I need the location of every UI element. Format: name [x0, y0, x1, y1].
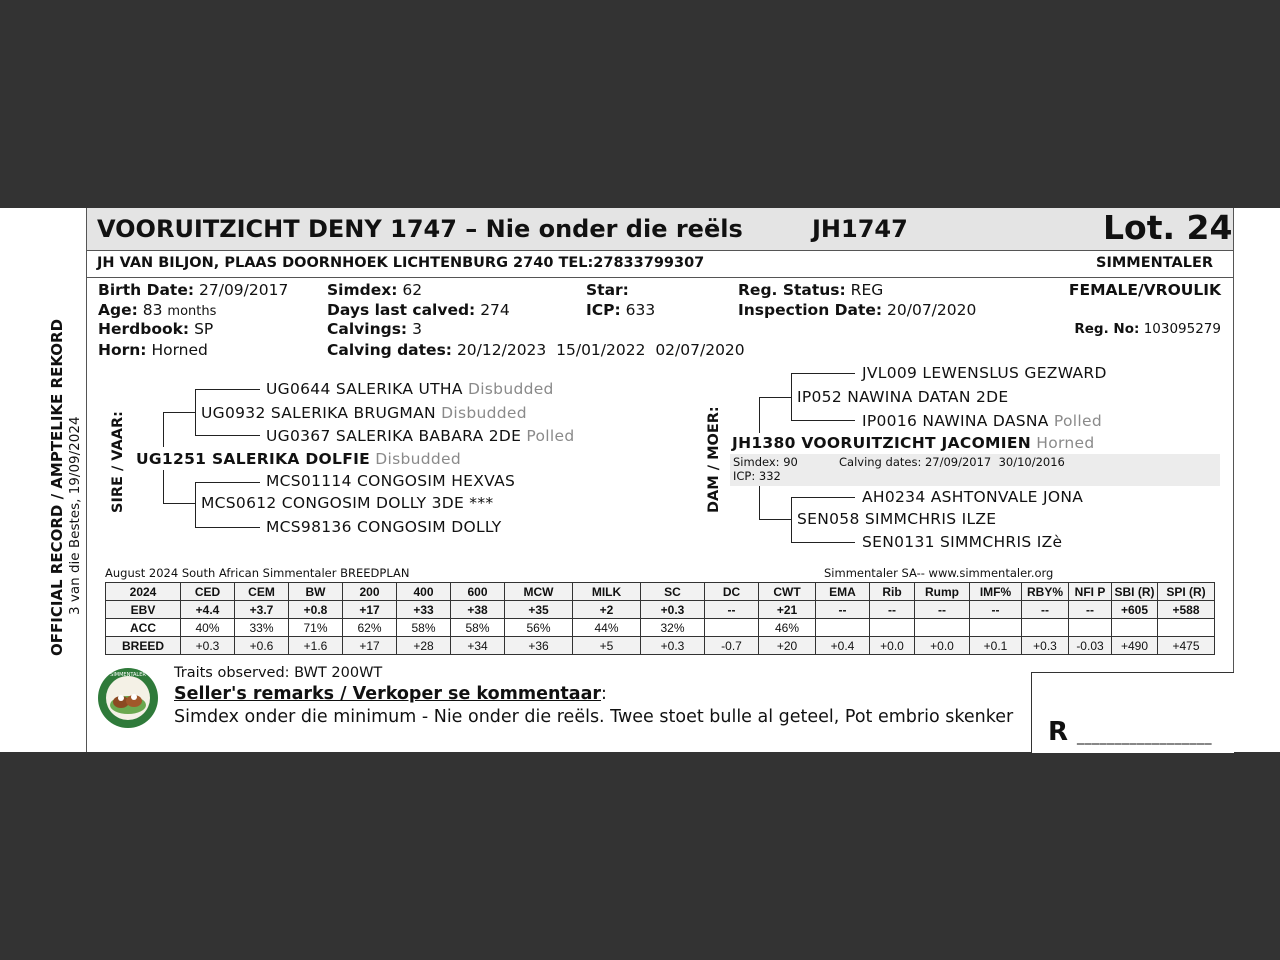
ped-line: [759, 519, 791, 520]
breedplan-head-cell: Rump: [915, 583, 970, 601]
sire-sire-status: Disbudded: [441, 404, 527, 422]
ped-line: [791, 373, 855, 374]
breedplan-breed-cell: +20: [759, 637, 816, 655]
price-currency: R: [1048, 717, 1069, 747]
breedplan-ebv-cell: +21: [759, 601, 816, 619]
breedplan-breed-cell: +0.3: [181, 637, 235, 655]
breedplan-acc-cell: [915, 619, 970, 637]
official-record-label: OFFICIAL RECORD / AMPTELIKE REKORD: [48, 318, 66, 656]
breedplan-head-cell: 2024: [106, 583, 181, 601]
breedplan-acc-cell: 58%: [451, 619, 505, 637]
horn-label: Horn:: [98, 341, 147, 359]
owner-details: JH VAN BILJON, PLAAS DOORNHOEK LICHTENBURG 2740 TEL:27833799307: [97, 255, 705, 271]
breedplan-acc-cell: 58%: [397, 619, 451, 637]
sire-name: UG1251 SALERIKA DOLFIE: [136, 450, 371, 468]
age-row: [98, 301, 216, 319]
animal-title: VOORUITZICHT DENY 1747 – Nie onder die reëls: [97, 215, 743, 243]
dam-dam-dam: [862, 533, 1062, 551]
owner-bar: [87, 251, 1234, 278]
calvings-label: Calvings:: [327, 320, 408, 338]
breedplan-breed-cell: -0.03: [1069, 637, 1112, 655]
breedplan-breed-cell: +1.6: [289, 637, 343, 655]
breedplan-ebv-cell: +35: [505, 601, 573, 619]
frame-left: [86, 208, 87, 752]
simdex-row: [327, 281, 422, 299]
breedplan-header-row: [106, 583, 1215, 601]
herdbook-value: SP: [194, 320, 214, 338]
breedplan-breed-cell: +490: [1112, 637, 1158, 655]
breedplan-head-cell: SC: [641, 583, 705, 601]
breedplan-head-cell: 400: [397, 583, 451, 601]
breedplan-breed-cell: +34: [451, 637, 505, 655]
breedplan-ebv-cell: +17: [343, 601, 397, 619]
breedplan-acc-cell: 62%: [343, 619, 397, 637]
birth-label: Birth Date:: [98, 281, 195, 299]
breedplan-ebv-cell: --: [870, 601, 915, 619]
breedplan-breed-cell: +0.3: [1022, 637, 1069, 655]
days-last-calved-row: [327, 301, 510, 319]
sire-sire-sire-name: UG0644 SALERIKA UTHA: [266, 380, 463, 398]
birth-value: 27/09/2017: [199, 281, 289, 299]
sire-sire-sire-status: Disbudded: [467, 380, 554, 398]
dam-dam-dam-name: SEN0131 SIMMCHRIS IZè: [862, 533, 1063, 551]
breedplan-breed-cell: +17: [343, 637, 397, 655]
breedplan-ebv-cell: --: [915, 601, 970, 619]
age-label: Age:: [98, 301, 138, 319]
breedplan-head-cell: SPI (R): [1158, 583, 1215, 601]
simdex-label: Simdex:: [327, 281, 398, 299]
dam-icp: ICP: 332: [733, 469, 781, 483]
breedplan-breed-row: [106, 637, 1215, 655]
breedplan-head-cell: CWT: [759, 583, 816, 601]
breedplan-breed-cell: +5: [573, 637, 641, 655]
dam-label: DAM / MOER:: [706, 406, 722, 513]
ped-line: [163, 503, 195, 504]
sire-sire-dam-name: UG0367 SALERIKA BABARA 2DE: [266, 427, 522, 445]
breedplan-head-cell: IMF%: [970, 583, 1022, 601]
inspection-value: 20/07/2020: [887, 301, 977, 319]
breedplan-head-cell: 200: [343, 583, 397, 601]
lot-number: Lot. 24: [1103, 208, 1233, 247]
ped-line: [163, 470, 164, 504]
ped-line: [791, 542, 855, 543]
dam-sire-sire: [862, 364, 1107, 382]
simdex-value: 62: [402, 281, 423, 299]
dam-dam-sire: [862, 488, 1083, 506]
reg-no-value: 103095279: [1143, 321, 1221, 337]
breedplan-ebv-cell: --: [816, 601, 870, 619]
breedplan-breed-cell: +36: [505, 637, 573, 655]
ped-line: [195, 389, 196, 435]
horn-row: [98, 341, 208, 359]
breedplan-acc-cell: 46%: [759, 619, 816, 637]
sex-label: FEMALE/VROULIK: [1068, 281, 1221, 299]
breedplan-head-cell: CEM: [235, 583, 289, 601]
ped-line: [163, 412, 164, 447]
sire-dam: [201, 494, 493, 512]
breedplan-ebv-cell: --: [970, 601, 1022, 619]
signed-label: 3 van die Bestes, 19/09/2024: [67, 416, 83, 615]
header-bar: [87, 208, 1234, 251]
breedplan-head-cell: MILK: [573, 583, 641, 601]
ped-line: [195, 482, 260, 483]
dam-sire-sire-name: JVL009 LEWENSLUS GEZWARD: [862, 364, 1107, 382]
icp-label: ICP:: [586, 301, 621, 319]
simmentaler-logo: [97, 667, 159, 729]
breedplan-caption: August 2024 South African Simmentaler BREEDPLAN: [105, 566, 410, 580]
breedplan-head-cell: EMA: [816, 583, 870, 601]
traits-observed: Traits observed: BWT 200WT: [174, 665, 383, 681]
breedplan-breed-cell: +28: [397, 637, 451, 655]
breedplan-head-cell: BW: [289, 583, 343, 601]
breedplan-head-cell: NFI P: [1069, 583, 1112, 601]
breedplan-breed-cell: -0.7: [705, 637, 759, 655]
breedplan-ebv-cell: EBV: [106, 601, 181, 619]
ped-line: [791, 497, 792, 542]
breedplan-head-cell: DC: [705, 583, 759, 601]
logo-text: SIMMENTALER: [110, 672, 146, 678]
ped-line: [791, 373, 792, 421]
dam-sire-dam-status: Polled: [1053, 412, 1102, 430]
sire-sire-dam-status: Polled: [526, 427, 575, 445]
breedplan-acc-cell: [970, 619, 1022, 637]
calving-dates-value: 20/12/2023 15/01/2022 02/07/2020: [456, 341, 745, 359]
ped-line: [195, 435, 260, 436]
dam-sire-dam: [862, 412, 1102, 430]
sire-dam-dam: [266, 518, 502, 536]
herdbook-label: Herdbook:: [98, 320, 190, 338]
birth-date-row: [98, 281, 288, 299]
remarks-heading: Seller's remarks / Verkoper se kommentaar: [174, 684, 602, 704]
ped-line: [759, 397, 791, 398]
price-line[interactable]: __________________: [1077, 729, 1212, 745]
dlc-value: 274: [480, 301, 510, 319]
breedplan-breed-cell: BREED: [106, 637, 181, 655]
dam-dam-name: SEN058 SIMMCHRIS ILZE: [797, 510, 997, 528]
age-unit: months: [167, 304, 217, 319]
dam-dam: [797, 510, 996, 528]
breedplan-acc-cell: 40%: [181, 619, 235, 637]
breedplan-ebv-cell: +0.8: [289, 601, 343, 619]
icp-row: [586, 301, 655, 319]
breedplan-acc-cell: 56%: [505, 619, 573, 637]
reg-status-value: REG: [850, 281, 884, 299]
dam-simdex: Simdex: 90: [733, 455, 798, 469]
breedplan-head-cell: MCW: [505, 583, 573, 601]
ped-line: [791, 497, 855, 498]
reg-no-label: Reg. No:: [1074, 321, 1140, 337]
breedplan-acc-cell: [1022, 619, 1069, 637]
reg-status-row: [738, 281, 883, 299]
star-label: Star:: [586, 281, 629, 299]
breedplan-ebv-cell: +605: [1112, 601, 1158, 619]
breedplan-ebv-cell: +2: [573, 601, 641, 619]
breedplan-acc-cell: 71%: [289, 619, 343, 637]
sire-status: Disbudded: [375, 450, 462, 468]
frame-right: [1233, 277, 1234, 672]
breedplan-acc-cell: 33%: [235, 619, 289, 637]
ped-line: [791, 420, 855, 421]
breedplan-ebv-cell: +4.4: [181, 601, 235, 619]
herdbook-row: [98, 320, 213, 338]
breedplan-ebv-cell: +33: [397, 601, 451, 619]
dam-name: JH1380 VOORUITZICHT JACOMIEN: [732, 434, 1032, 452]
dam-sire: [797, 388, 1008, 406]
breedplan-acc-cell: [705, 619, 759, 637]
ped-line: [195, 389, 260, 390]
reg-status-label: Reg. Status:: [738, 281, 846, 299]
breedplan-breed-cell: +475: [1158, 637, 1215, 655]
breedplan-ebv-cell: --: [1069, 601, 1112, 619]
inspection-row: [738, 301, 976, 319]
breedplan-head-cell: Rib: [870, 583, 915, 601]
breedplan-breed-cell: +0.0: [915, 637, 970, 655]
breedplan-acc-cell: [1158, 619, 1215, 637]
breedplan-acc-cell: [870, 619, 915, 637]
breedplan-head-cell: SBI (R): [1112, 583, 1158, 601]
animal-id: JH1747: [812, 215, 908, 243]
breedplan-ebv-row: [106, 601, 1215, 619]
calvings-row: [327, 320, 422, 338]
breedplan-acc-cell: ACC: [106, 619, 181, 637]
ped-line: [759, 397, 760, 433]
breedplan-breed-cell: +0.1: [970, 637, 1022, 655]
breedplan-head-cell: 600: [451, 583, 505, 601]
breedplan-head-cell: RBY%: [1022, 583, 1069, 601]
price-box[interactable]: [1031, 672, 1234, 753]
age-value: 83: [142, 301, 163, 319]
breedplan-ebv-cell: +3.7: [235, 601, 289, 619]
sire-dam-dam-name: MCS98136 CONGOSIM DOLLY: [266, 518, 502, 536]
sire-label: SIRE / VAAR:: [110, 411, 126, 513]
sire-dam-name: MCS0612 CONGOSIM DOLLY 3DE ***: [201, 494, 494, 512]
breedplan-acc-cell: [816, 619, 870, 637]
breedplan-ebv-cell: +38: [451, 601, 505, 619]
breedplan-ebv-cell: +588: [1158, 601, 1215, 619]
dam: [732, 434, 1095, 452]
ped-line: [195, 482, 196, 527]
ped-line: [163, 412, 195, 413]
breedplan-breed-cell: +0.4: [816, 637, 870, 655]
sire-dam-sire: [266, 472, 515, 490]
dam-sire-name: IP052 NAWINA DATAN 2DE: [797, 388, 1009, 406]
breedplan-ebv-cell: --: [705, 601, 759, 619]
remarks-heading-row: Seller's remarks / Verkoper se kommentaar:: [174, 684, 607, 704]
breedplan-breed-cell: +0.6: [235, 637, 289, 655]
calvings-value: 3: [412, 320, 422, 338]
remarks-text: Simdex onder die minimum - Nie onder die reëls. Twee stoet bulle al geteel, Pot embrio skenker: [174, 707, 1014, 727]
breedplan-breed-cell: +0.0: [870, 637, 915, 655]
dam-dam-sire-name: AH0234 ASHTONVALE JONA: [862, 488, 1084, 506]
sire-sire-dam: [266, 427, 575, 445]
sire-dam-sire-name: MCS01114 CONGOSIM HEXVAS: [266, 472, 516, 490]
ped-line: [195, 527, 260, 528]
breedplan-table: [105, 582, 1215, 655]
breedplan-acc-cell: [1069, 619, 1112, 637]
sire-sire-name: UG0932 SALERIKA BRUGMAN: [201, 404, 436, 422]
calving-dates-label: Calving dates:: [327, 341, 452, 359]
breed-name: SIMMENTALER: [1096, 255, 1214, 271]
calving-dates-row: [327, 341, 745, 359]
breedplan-acc-row: [106, 619, 1215, 637]
dam-status: Horned: [1036, 434, 1095, 452]
breedplan-ebv-cell: +0.3: [641, 601, 705, 619]
ped-line: [759, 486, 760, 520]
breedplan-acc-cell: 32%: [641, 619, 705, 637]
breedplan-website: Simmentaler SA-- www.simmentaler.org: [824, 566, 1054, 580]
sire-sire-sire: [266, 380, 554, 398]
inspection-label: Inspection Date:: [738, 301, 883, 319]
breedplan-acc-cell: [1112, 619, 1158, 637]
dlc-label: Days last calved:: [327, 301, 476, 319]
sire-sire: [201, 404, 527, 422]
reg-no-row: [1074, 321, 1221, 337]
breedplan-acc-cell: 44%: [573, 619, 641, 637]
breedplan-head-cell: CED: [181, 583, 235, 601]
breedplan-ebv-cell: --: [1022, 601, 1069, 619]
icp-value: 633: [625, 301, 656, 319]
dam-sire-dam-name: IP0016 NAWINA DASNA: [862, 412, 1049, 430]
dam-calving-dates: Calving dates: 27/09/2017 30/10/2016: [839, 455, 1065, 469]
breedplan-breed-cell: +0.3: [641, 637, 705, 655]
sire: [136, 450, 461, 468]
horn-value: Horned: [151, 341, 208, 359]
